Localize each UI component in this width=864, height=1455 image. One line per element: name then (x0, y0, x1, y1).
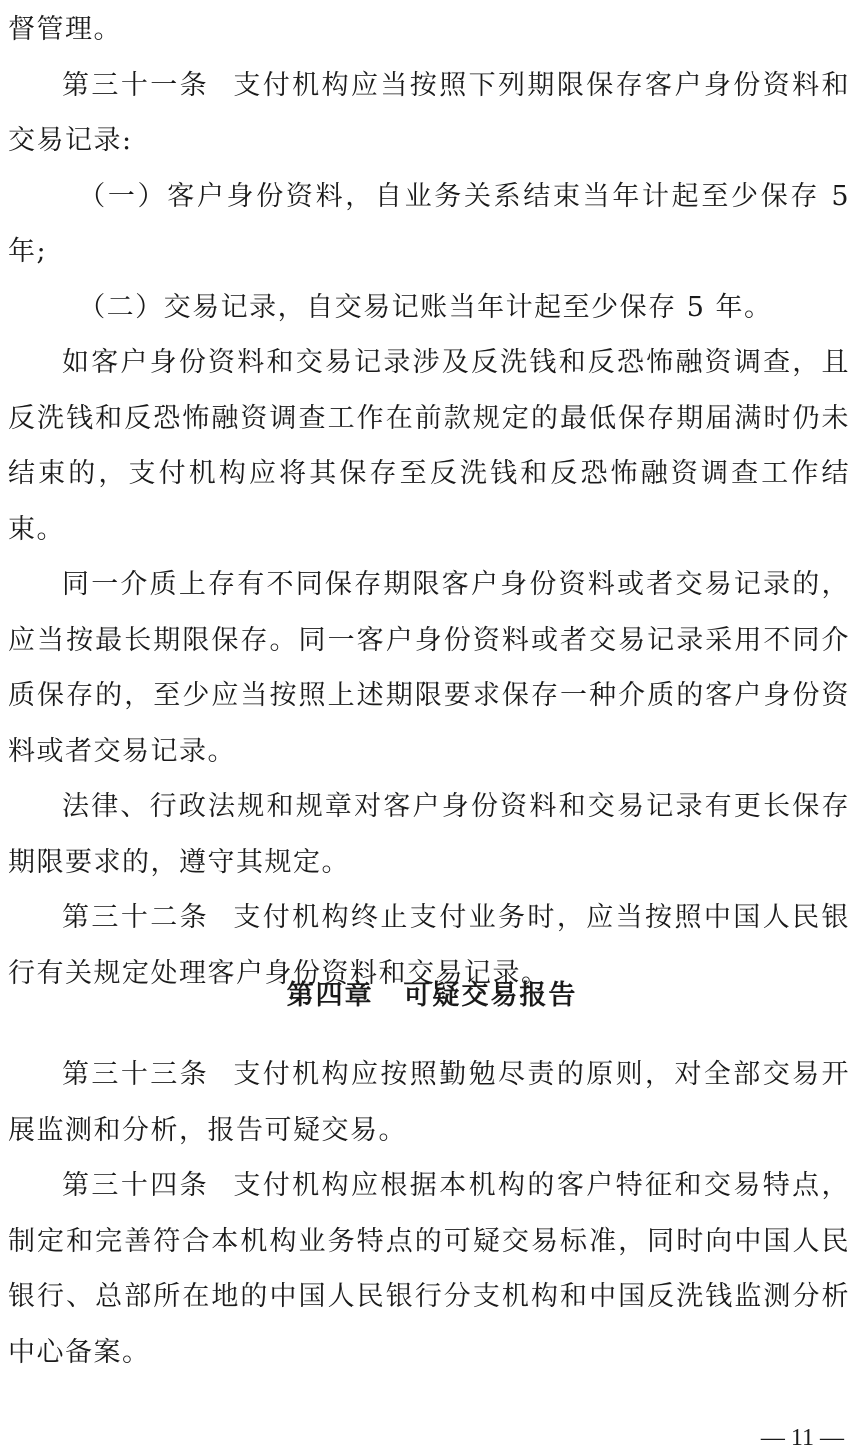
article-31-number: 第三十一条 (62, 69, 210, 101)
article-34 (8, 1158, 850, 1380)
chapter-number: 第四章 (286, 980, 374, 1011)
article-31-paragraph-2: 同一介质上存有不同保存期限客户身份资料或者交易记录的，应当按最长期限保存。同一客户身份资料或者交易记录采用不同介质保存的，至少应当按照上述期限要求保存一种介质的客户身份资料或者交易记录。 (8, 569, 850, 767)
article-31-paragraph-3: 法律、行政法规和规章对客户身份资料和交易记录有更长保存期限要求的，遵守其规定。 (8, 791, 850, 878)
article-33 (8, 1047, 850, 1158)
chapter-heading (0, 966, 864, 1026)
article-31-item-1: （一）客户身份资料，自业务关系结束当年计起至少保存 5 年; (8, 180, 850, 267)
article-31-lead-text: 支付机构应当按照下列期限保存客户身份资料和交易记录: (8, 69, 851, 156)
body-text-section-2 (8, 1047, 850, 1380)
article-31-item-2: （二）交易记录，自交易记账当年计起至少保存 5 年。 (78, 291, 773, 323)
article-32-number: 第三十二条 (62, 902, 210, 933)
article-34-text: 支付机构应根据本机构的客户特征和交易特点，制定和完善符合本机构业务特点的可疑交易标准，同时向中国人民银行、总部所在地的中国人民银行分支机构和中国反洗钱监测分析中心备案。 (8, 1170, 851, 1368)
article-31-paragraph-1: 如客户身份资料和交易记录涉及反洗钱和反恐怖融资调查，且反洗钱和反恐怖融资调查工作在前款规定的最低保存期届满时仍未结束的，支付机构应将其保存至反洗钱和反恐怖融资调查工作结束。 (8, 347, 850, 545)
continuation-text: 督管理。 (8, 14, 122, 45)
body-text-section-1 (8, 2, 850, 1001)
page-number: — 11 — (760, 1425, 844, 1451)
chapter-title: 可疑交易报告 (403, 980, 578, 1011)
article-33-number: 第三十三条 (62, 1059, 210, 1090)
article-32-text: 支付机构终止支付业务时，应当按照中国人民银行有关规定处理客户身份资料和交易记录。 (8, 902, 851, 989)
article-34-number: 第三十四条 (62, 1170, 210, 1201)
article-31-lead (8, 58, 850, 169)
article-33-text: 支付机构应按照勤勉尽责的原则，对全部交易开展监测和分析，报告可疑交易。 (8, 1059, 851, 1146)
